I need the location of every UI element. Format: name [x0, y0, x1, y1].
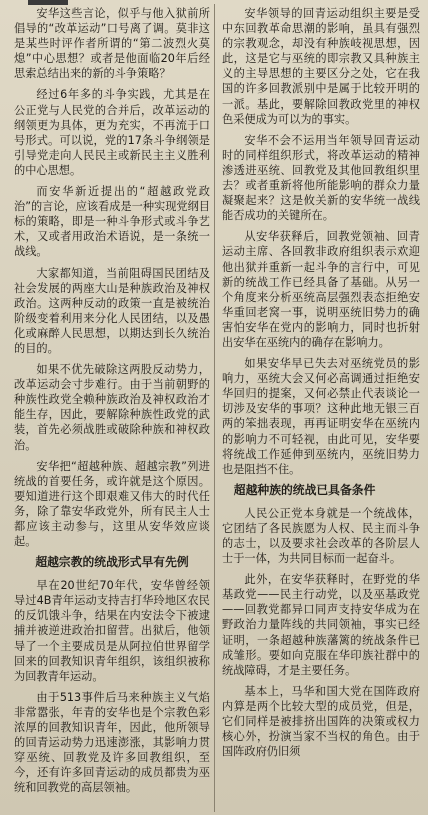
paragraph: 安华不会不运用当年领导回青运动时的同样组织形式，将改革运动的精神渗透进巫统、回教党及其他回教组织里去？或者重新将他所能影响的群众力量凝聚起来？这是攸关新的安华统一战线能否成功的关键所在。	[222, 133, 420, 223]
section-heading: 超越种族的统战已具备条件	[233, 482, 376, 497]
paragraph: 基本上，马华和国大党在国阵政府内算是两个比较大型的成员党，但是，它们同样是被排挤出国阵的决策或权力核心外，扮演当家不当权的角色。由于国阵政府仍旧须	[222, 684, 420, 759]
paragraph: 安华领导的回青运动组织主要是受中东回教革命思潮的影响，虽具有强烈的宗教观念，却没有种族岐视思想，因此，这是它与巫统的即宗教又具种族主义的主导思想的主要区分之处，它在我国的许多回教派别中是属于比较开明的一派。基此，要解除回教政党里的神权色采便成为可以为的事实。	[222, 7, 420, 126]
paragraph: 经过6年多的斗争实践，尤其是在公正党与人民党的合并后，改革运动的纲领更为具体，更为充实，不再流于口号形式。可以说，党的17条斗争纲领是引导党走向人民民主或新民主主义胜利的中心思想。	[14, 88, 210, 177]
paragraph: 由于513事件后马来种族主义气焰非常嚣张，年青的安华也是个宗教色彩浓厚的回教知识青年，因此，他所领导的回青运动势力迅速澎涨，其影响力贯穿巫统、回教党及许多回教组织，至今，还有许多回青运动的成员都贵为巫统和回教党的高层领袖。	[14, 690, 210, 795]
paragraph: 如果安华早已失去对巫统党员的影响力，巫统大会又何必高调通过拒绝安华回归的提案，又何必禁止代表谈论一切涉及安华的事项？这种此地无银三百两的笨拙表现，再再证明安华在巫统内的影响力不可轻视，由此可见，安华要将统战工作延伸到巫统内，巫统旧势力也是阻挡不住。	[222, 357, 420, 476]
masthead-strip	[28, 0, 68, 5]
section-heading: 超越宗教的统战形式早有先例	[35, 555, 189, 570]
left-column	[14, 6, 210, 802]
paragraph: 人民公正党本身就是一个统战体，它团结了各民族愿为人权、民主而斗争的志士，以及要求社会改革的各阶层人士于一体，为共同目标而一起奋斗。	[222, 506, 420, 566]
paragraph: 安华把“超越种族、超越宗教”列进统战的首要任务，或许就是这个原因。要知道进行这个即艰难又伟大的时代任务，除了靠安华政党外，所有民主人士都应该主动参与，这里从安华效应谈起。	[14, 459, 210, 549]
paragraph: 大家都知道，当前阻碍国民团结及社会发展的两座大山是种族政治及神权政治。这两种反动的政策一直是被统治阶级变着利用来分化人民团结，以及愚化或麻醉人民思想，以期达到长久统治的目的。	[14, 266, 210, 355]
paragraph: 安华这些言论，似乎与他入狱前所倡导的“改革运动”口号离了调。莫非这是某些时评作者所谓的“第二波烈火莫熄”中心思想？或者是他面临20年后经思索总结出来的新的斗争策略？	[14, 7, 210, 81]
paragraph: 从安华获释后，回教党领袖、回青运动主席、各回教非政府组织表示欢迎他出狱并重新一起斗争的言行中，可见新的统战工作已经具备了基础。从另一个角度来分析巫统高层强烈表态拒绝安华重回老窝一事，说明巫统旧势力的确害怕安华在党内的影响力，同时也折射出安华在巫统内的确存在影响力。	[222, 230, 420, 349]
right-column	[222, 6, 420, 765]
column-divider	[214, 4, 215, 812]
paragraph: 早在20世纪70年代，安华曾经领导过4B青年运动支持吉打华玲地区农民的反饥饿斗争，结果在内安法令下被逮捕并被逆进政治扣留营。出狱后，他领导了一个主要成员是从阿拉伯世界留学回来的回教知识青年组织，该组织被称为回教青年运动。	[14, 579, 210, 683]
paragraph: 此外，在安华获释时，在野党的华基政党——民主行动党，以及巫基政党——回教党都异口同声支持安华成为在野政治力量阵线的共同领袖，事实已经证明，一条超越种族藩篱的统战条件已成雏形。要如向克服在华印族社群中的统战障碍，才是主要任务。	[222, 573, 420, 677]
paragraph: 如果不优先破除这两股反动势力，改革运动会寸步难行。由于当前朝野的种族性政党全赖种族政治及神权政治才能生存，因此，要解除种族性政党的武装，首先必须战胜或破除种族和神权政治。	[14, 363, 210, 452]
paragraph: 而安华新近提出的“超越政党政治”的言论，应该看成是一种实现党纲目标的策略，即是一种斗争形式或斗争艺术，又或者用政治术语说，是一条统一战线。	[14, 185, 210, 259]
